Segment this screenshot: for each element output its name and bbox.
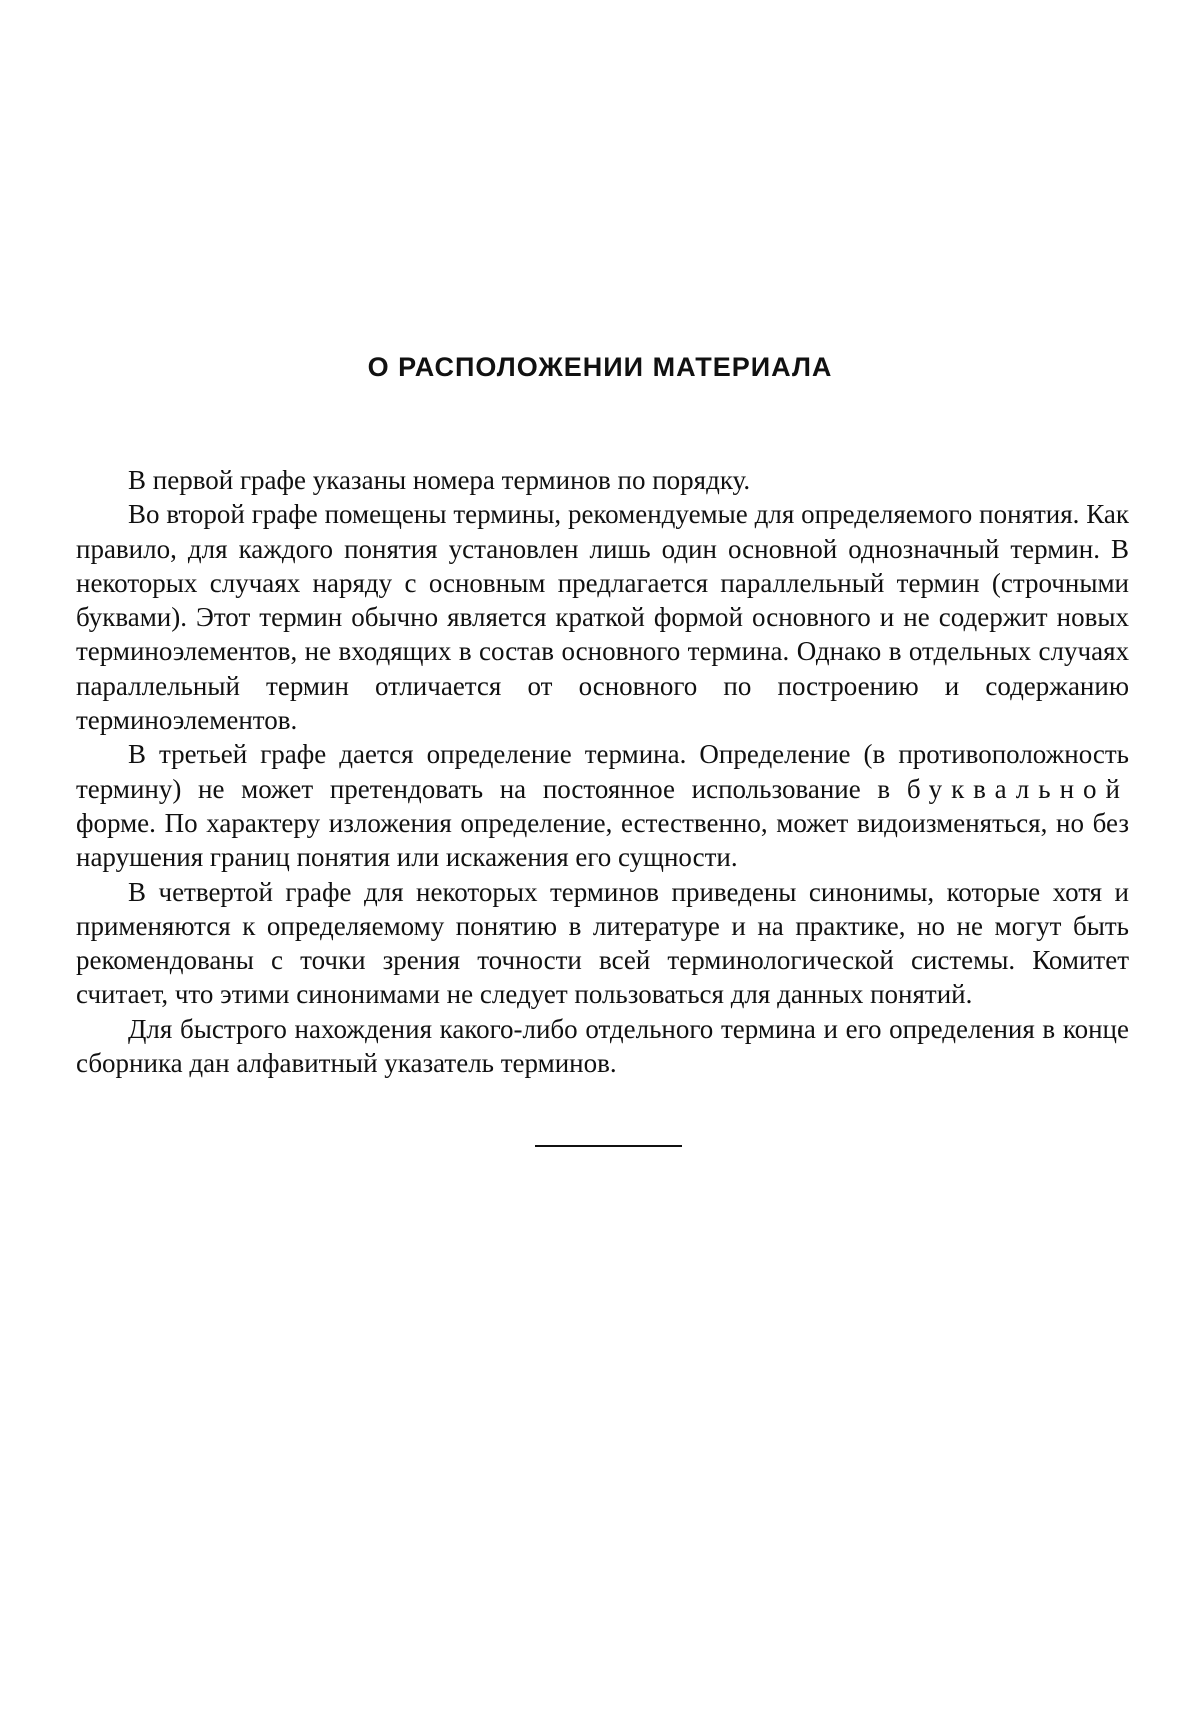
paragraph-2: Во второй графе помещены термины, рекомендуемые для определяемого понятия. Как правило, для каждого понятия установлен лишь один основной однозначный термин. В некоторых случаях наряду с основным предлагается параллельный термин (строчными буквами). Этот термин обычно является краткой формой основного и не содержит новых терминоэлементов, не входящих в состав основного термина. Однако в отдельных случаях параллельный термин отличается от основного по построению и содержанию терминоэлементов. bbox=[76, 497, 1129, 737]
paragraph-3-end: форме. По характеру изложения определение, естественно, может видоизменяться, но без нарушения границ понятия или искажения его сущности. bbox=[76, 808, 1129, 872]
paragraph-3 bbox=[76, 737, 1129, 874]
emphasized-word: буквальной bbox=[907, 774, 1129, 804]
paragraph-3-start: В третьей графе дается определение термина. Определение (в противоположность термину) не может претендовать на постоянное использование в bbox=[76, 739, 1129, 803]
section-heading: О РАСПОЛОЖЕНИИ МАТЕРИАЛА bbox=[0, 352, 1200, 383]
paragraph-1: В первой графе указаны номера терминов по порядку. bbox=[76, 463, 1129, 497]
paragraph-5: Для быстрого нахождения какого-либо отдельного термина и его определения в конце сборника дан алфавитный указатель терминов. bbox=[76, 1012, 1129, 1081]
body-text bbox=[76, 463, 1129, 1080]
document-page bbox=[0, 0, 1200, 1729]
paragraph-4: В четвертой графе для некоторых терминов приведены синонимы, которые хотя и применяются к определяемому понятию в литературе и на практике, но не могут быть рекомендованы с точки зрения точности всей терминологической системы. Комитет считает, что этими синонимами не следует пользоваться для данных понятий. bbox=[76, 875, 1129, 1012]
divider-rule bbox=[535, 1145, 682, 1147]
